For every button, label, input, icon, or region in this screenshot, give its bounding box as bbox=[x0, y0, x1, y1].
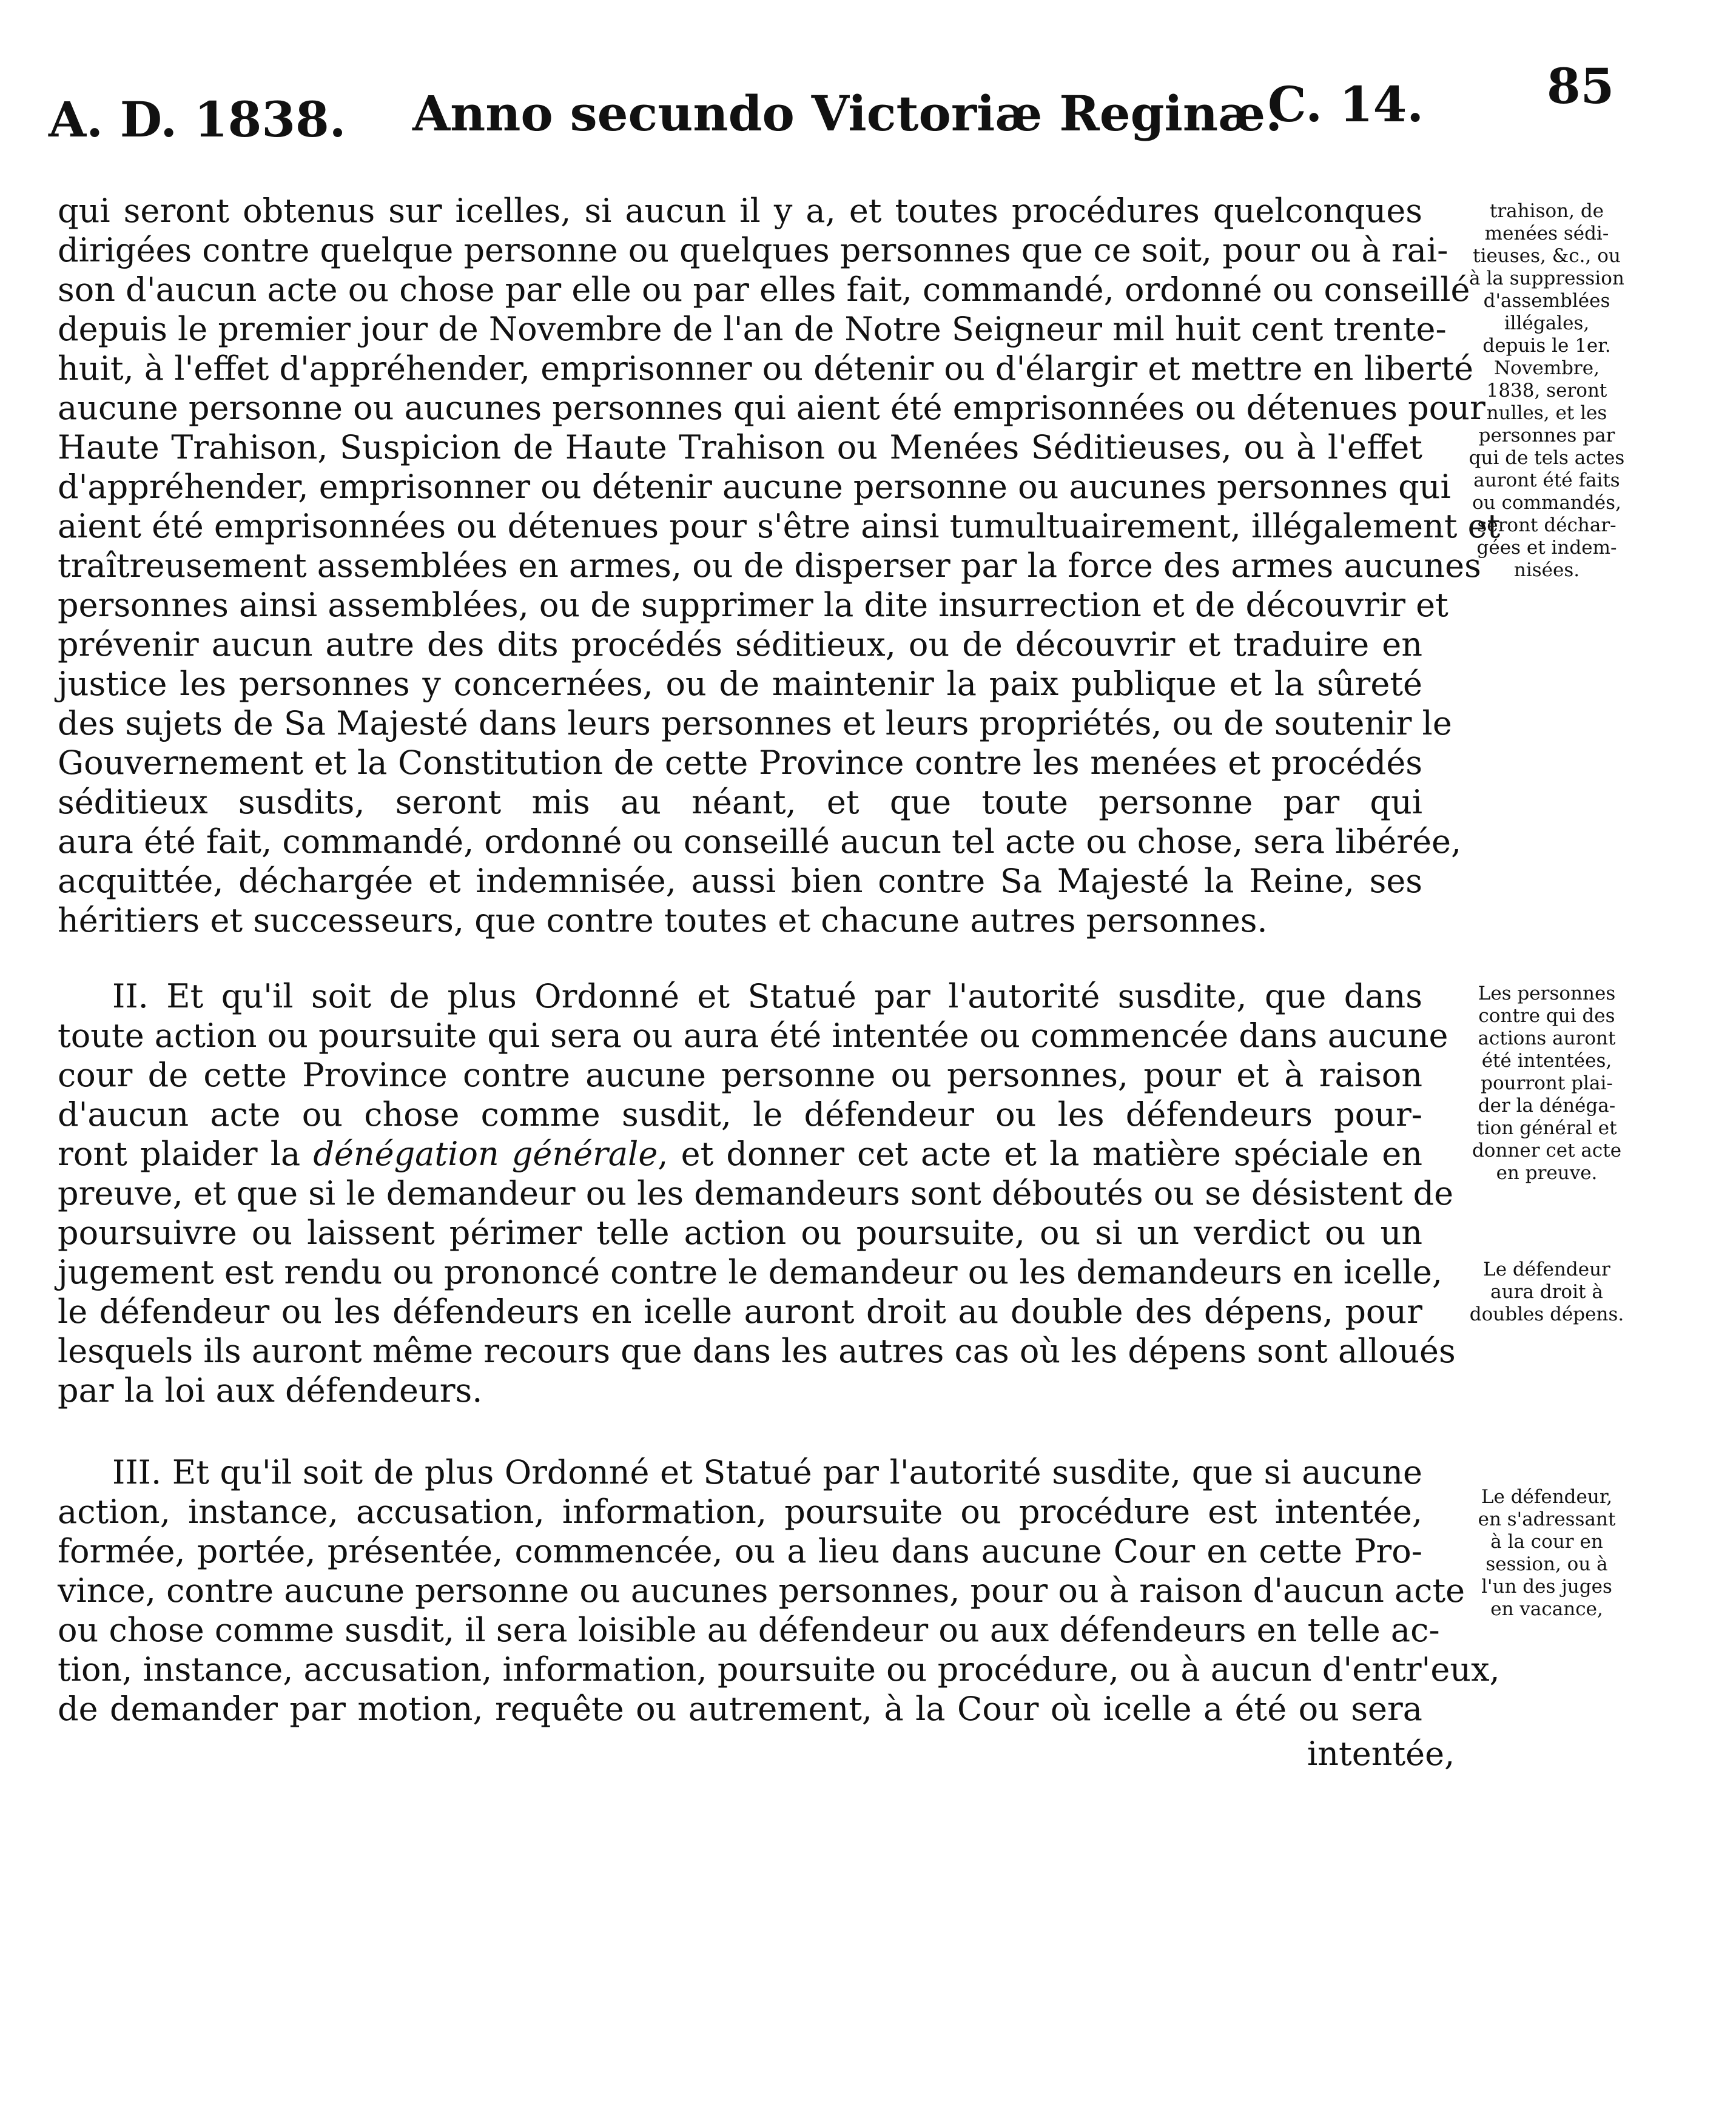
margin-note-line: menées sédi- bbox=[1484, 223, 1609, 244]
margin-note-line: ou commandés, bbox=[1472, 492, 1621, 514]
text-line: d'aucun acte ou chose comme susdit, le défendeur ou les défendeurs pour- bbox=[58, 1095, 1422, 1134]
text-line: d'appréhender, emprisonner ou détenir aucune personne ou aucunes personnes qui bbox=[58, 468, 1451, 506]
text-line: justice les personnes y concernées, ou de maintenir la paix publique et la sûreté bbox=[58, 665, 1422, 703]
text-line: héritiers et successeurs, que contre toutes et chacune autres personnes. bbox=[58, 901, 1268, 939]
margin-note-4 bbox=[1453, 1486, 1641, 1621]
text-line: formée, portée, présentée, commencée, ou a lieu dans aucune Cour en cette Pro- bbox=[58, 1532, 1422, 1570]
text-line: prévenir aucun autre des dits procédés séditieux, ou de découvrir et traduire en bbox=[58, 625, 1422, 664]
margin-note-line: nulles, et les bbox=[1486, 402, 1607, 424]
margin-note-line: en preuve. bbox=[1496, 1162, 1598, 1184]
paragraph-1-continuation bbox=[58, 191, 1501, 940]
italic-term: dénégation générale bbox=[313, 1135, 658, 1173]
text-line: aient été emprisonnées ou détenues pour s'être ainsi tumultuairement, illégalement et bbox=[58, 507, 1501, 545]
margin-note-line: à la cour en bbox=[1490, 1531, 1603, 1553]
margin-note-line: été intentées, bbox=[1481, 1050, 1612, 1072]
paragraph-section-ii bbox=[58, 976, 1456, 1410]
text-line: III. Et qu'il soit de plus Ordonné et Statué par l'autorité susdite, que si aucune bbox=[112, 1453, 1422, 1491]
text-line: lesquels ils auront même recours que dans les autres cas où les dépens sont alloués bbox=[58, 1332, 1456, 1370]
text-line: Haute Trahison, Suspicion de Haute Trahison ou Menées Séditieuses, ou à l'effet bbox=[58, 428, 1422, 466]
margin-note-line: nisées. bbox=[1513, 559, 1580, 581]
margin-note-line: tieuses, &c., ou bbox=[1473, 245, 1621, 267]
margin-note-3 bbox=[1453, 1259, 1641, 1326]
margin-note-line: en vacance, bbox=[1490, 1598, 1603, 1620]
header-chapter: C. 14. bbox=[1268, 76, 1424, 133]
text-line: vince, contre aucune personne ou aucunes personnes, pour ou à raison d'aucun acte bbox=[58, 1571, 1465, 1610]
paragraph-section-iii bbox=[58, 1453, 1500, 1729]
margin-note-line: actions auront bbox=[1478, 1027, 1616, 1049]
text-line: par la loi aux défendeurs. bbox=[58, 1371, 483, 1410]
margin-note-line: illégales, bbox=[1504, 312, 1590, 334]
text-line: poursuivre ou laissent périmer telle action ou poursuite, ou si un verdict ou un bbox=[58, 1214, 1422, 1252]
header-year: A. D. 1838. bbox=[49, 91, 346, 148]
text-line: aucune personne ou aucunes personnes qui aient été emprisonnées ou détenues pour bbox=[58, 389, 1485, 427]
text-line: personnes ainsi assemblées, ou de supprimer la dite insurrection et de découvrir et bbox=[58, 586, 1448, 624]
margin-note-line: Le défendeur, bbox=[1481, 1486, 1613, 1508]
margin-note-line: tion général et bbox=[1476, 1117, 1617, 1139]
margin-note-line: Les personnes bbox=[1478, 983, 1616, 1004]
margin-note-line: qui de tels actes bbox=[1469, 447, 1625, 469]
text-line: aura été fait, commandé, ordonné ou conseillé aucun tel acte ou chose, sera libérée, bbox=[58, 822, 1462, 861]
margin-note-line: donner cet acte bbox=[1472, 1140, 1622, 1161]
text-line: toute action ou poursuite qui sera ou aura été intentée ou commencée dans aucune bbox=[58, 1017, 1448, 1055]
margin-note-line: d'assemblées bbox=[1483, 290, 1610, 312]
margin-note-2 bbox=[1453, 983, 1641, 1185]
margin-note-line: pourront plai- bbox=[1481, 1072, 1613, 1094]
text-line: Gouvernement et la Constitution de cette Province contre les menées et procédés bbox=[58, 744, 1422, 782]
text-line: huit, à l'effet d'appréhender, emprisonner ou détenir ou d'élargir et mettre en liberté bbox=[58, 349, 1474, 388]
text-line: le défendeur ou les défendeurs en icelle auront droit au double des dépens, pour bbox=[58, 1292, 1422, 1331]
margin-note-line: doubles dépens. bbox=[1469, 1303, 1624, 1325]
text-line: II. Et qu'il soit de plus Ordonné et Statué par l'autorité susdite, que dans bbox=[112, 977, 1422, 1015]
text-line: son d'aucun acte ou chose par elle ou par elles fait, commandé, ordonné ou conseillé bbox=[58, 271, 1470, 309]
header-title: Anno secundo Victoriæ Reginæ. bbox=[412, 85, 1282, 142]
margin-note-line: Novembre, bbox=[1494, 357, 1600, 379]
margin-note-line: depuis le 1er. bbox=[1482, 335, 1611, 357]
margin-note-line: à la suppression bbox=[1469, 267, 1624, 289]
text-line: acquittée, déchargée et indemnisée, aussi bien contre Sa Majesté la Reine, ses bbox=[58, 862, 1422, 900]
page-number: 85 bbox=[1547, 58, 1615, 115]
text-line: ou chose comme susdit, il sera loisible au défendeur ou aux défendeurs en telle ac- bbox=[58, 1611, 1440, 1649]
text-line: action, instance, accusation, information, poursuite ou procédure est intentée, bbox=[58, 1493, 1422, 1531]
margin-note-line: seront déchar- bbox=[1477, 514, 1617, 536]
margin-note-line: Le défendeur bbox=[1483, 1259, 1610, 1280]
text-line: séditieux susdits, seront mis au néant, et que toute personne par qui bbox=[58, 783, 1422, 821]
margin-note-line: contre qui des bbox=[1478, 1005, 1615, 1027]
text-line: tion, instance, accusation, information, poursuite ou procédure, ou à aucun d'entr'eux, bbox=[58, 1650, 1500, 1689]
text-line: preuve, et que si le demandeur ou les demandeurs sont déboutés ou se désistent de bbox=[58, 1174, 1454, 1212]
text-line: des sujets de Sa Majesté dans leurs personnes et leurs propriétés, ou de soutenir le bbox=[58, 704, 1452, 742]
margin-note-line: personnes par bbox=[1478, 425, 1615, 446]
margin-note-line: 1838, seront bbox=[1486, 380, 1607, 402]
text-line: de demander par motion, requête ou autrement, à la Cour où icelle a été ou sera bbox=[58, 1690, 1422, 1728]
page-header bbox=[49, 58, 1615, 149]
margin-note-1 bbox=[1453, 200, 1641, 582]
margin-note-line: en s'adressant bbox=[1478, 1508, 1616, 1530]
continuation-word: intentée, bbox=[1307, 1735, 1455, 1773]
text-line: cour de cette Province contre aucune personne ou personnes, pour et à raison bbox=[58, 1056, 1422, 1094]
text-line: qui seront obtenus sur icelles, si aucun il y a, et toutes procédures quelconques bbox=[58, 192, 1422, 230]
text-line: depuis le premier jour de Novembre de l'an de Notre Seigneur mil huit cent trente- bbox=[58, 310, 1447, 348]
text-line: traîtreusement assemblées en armes, ou de disperser par la force des armes aucunes bbox=[58, 546, 1481, 585]
margin-note-line: der la dénéga- bbox=[1478, 1095, 1616, 1117]
margin-note-line: l'un des juges bbox=[1481, 1576, 1612, 1598]
margin-note-line: aura droit à bbox=[1490, 1281, 1603, 1303]
margin-note-line: auront été faits bbox=[1473, 469, 1620, 491]
margin-note-line: trahison, de bbox=[1489, 200, 1604, 222]
text-line: dirigées contre quelque personne ou quelques personnes que ce soit, pour ou à rai- bbox=[58, 231, 1448, 269]
margin-note-line: gées et indem- bbox=[1476, 537, 1617, 559]
text-line: jugement est rendu ou prononcé contre le demandeur ou les demandeurs en icelle, bbox=[58, 1253, 1443, 1291]
margin-note-line: session, ou à bbox=[1485, 1553, 1608, 1575]
text-line: ront plaider la dénégation générale, et donner cet acte et la matière spéciale en bbox=[58, 1135, 1422, 1173]
